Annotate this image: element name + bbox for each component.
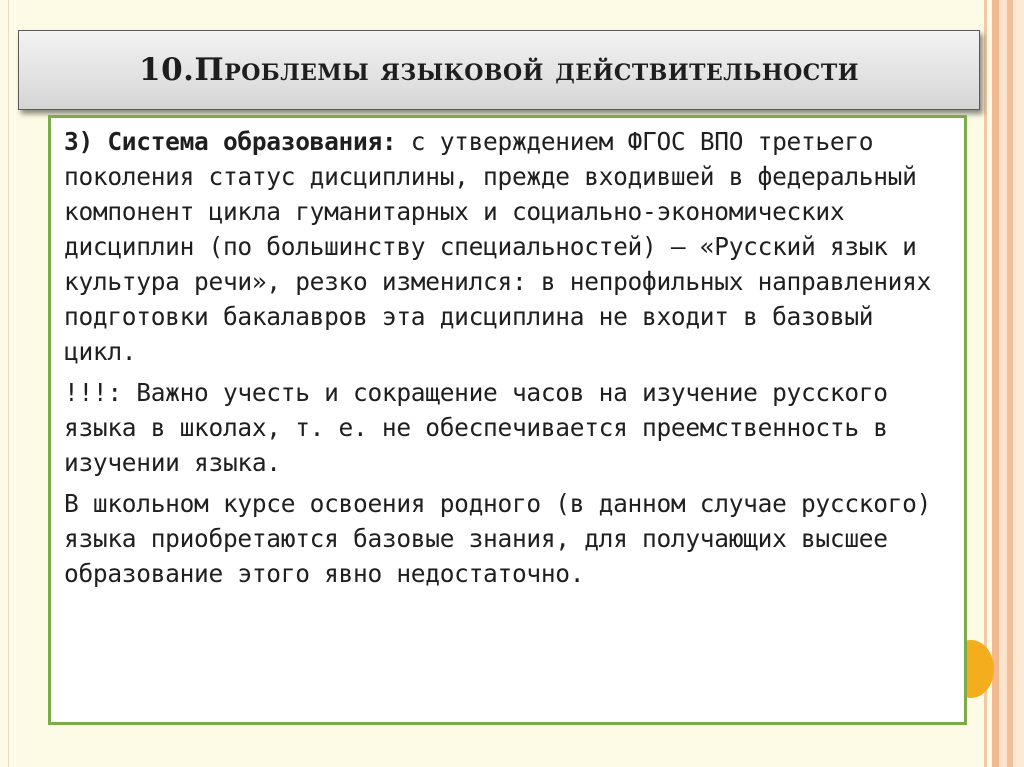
- paragraph-text: !!!: Важно учесть и сокращение часов на изучение русского языка в школах, т. е. не обеспечивается преемственность в изучении языка.: [64, 378, 888, 477]
- paragraph-text: с утверждением ФГОС ВПО третьего поколения статус дисциплины, прежде входившей в федеральный компонент цикла гуманитарных и социально-экономических дисциплин (по большинству специальностей) – «Русский язык и культура речи», резко изменился: в непрофильных направлениях подготовки бакалавров эта дисциплина не входит в базовый цикл.: [64, 127, 932, 366]
- slide-title: 10.Проблемы языковой действительности: [139, 52, 859, 88]
- content-box: [48, 115, 967, 725]
- paragraph-lead: 3) Система образования:: [64, 127, 397, 156]
- paragraph-hours: [64, 375, 952, 480]
- paragraph-education: [64, 124, 952, 369]
- title-bar: [18, 30, 980, 110]
- paragraph-school: [64, 486, 952, 591]
- left-guide-line: [8, 0, 9, 767]
- paragraph-text: В школьном курсе освоения родного (в данном случае русского) языка приобретаются базовые знания, для получающих высшее образование этого явно недостаточно.: [64, 489, 932, 588]
